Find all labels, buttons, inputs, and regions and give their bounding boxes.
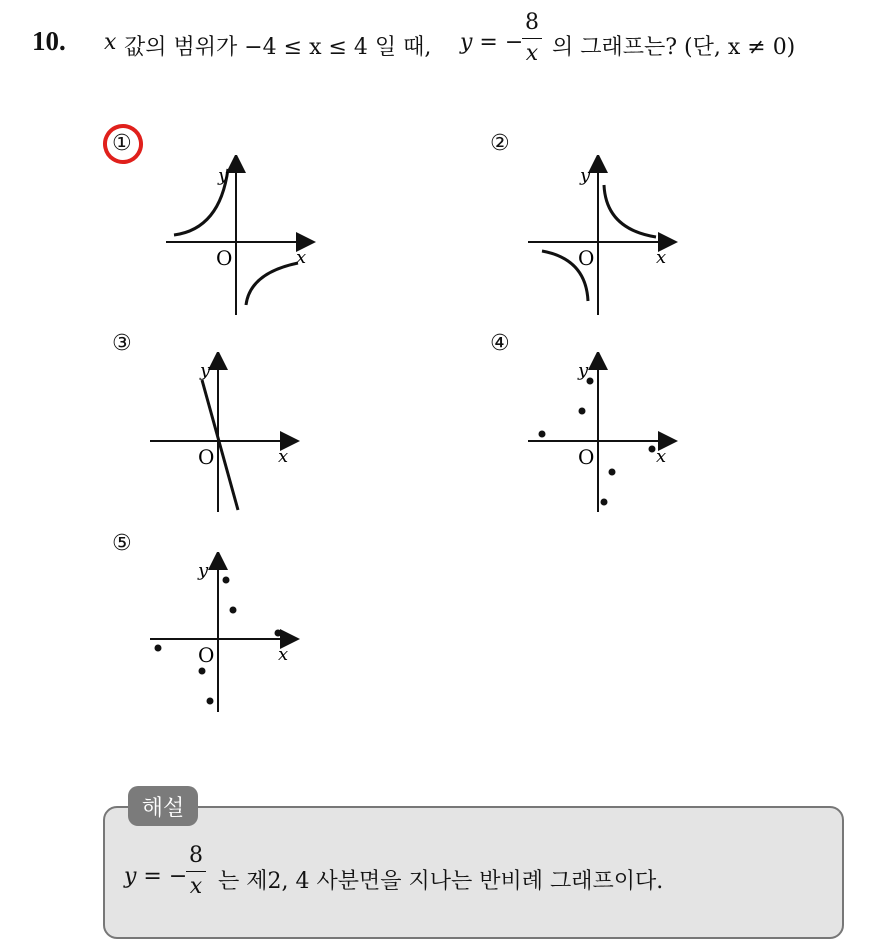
y-axis-label: y	[218, 165, 229, 186]
origin-label: O	[198, 445, 215, 469]
question-number: 10.	[32, 26, 66, 56]
choice-3-marker[interactable]: ③	[112, 331, 132, 356]
question-tail-text: 의 그래프는? (단, x ≠ 0)	[552, 35, 796, 60]
y-axis-label: y	[580, 165, 591, 186]
explanation-numerator: 8	[186, 845, 206, 872]
hyperbola-branch-lower-right	[246, 263, 298, 305]
data-point	[230, 607, 237, 614]
y-axis-label: y	[578, 360, 589, 381]
x-axis-label: x	[656, 247, 667, 268]
x-axis-label: x	[278, 446, 289, 467]
question	[32, 10, 872, 82]
choice-4-marker[interactable]: ④	[490, 331, 510, 356]
data-point	[275, 630, 282, 637]
data-point	[155, 645, 162, 652]
explanation-tag: 해설	[128, 786, 198, 826]
question-lhs: y = −	[460, 30, 524, 55]
data-point	[539, 431, 546, 438]
data-point	[601, 499, 608, 506]
data-point	[207, 698, 214, 705]
question-numerator: 8	[522, 12, 542, 39]
hyperbola-branch-upper-right	[604, 185, 656, 237]
y-axis-label: y	[200, 360, 211, 381]
choice-3-graph[interactable]	[144, 352, 304, 517]
origin-label: O	[198, 643, 215, 667]
choice-5-graph[interactable]	[144, 552, 304, 717]
data-point	[199, 668, 206, 675]
y-axis-label: y	[198, 560, 209, 581]
data-point	[579, 408, 586, 415]
question-denominator: x	[525, 41, 539, 66]
choice-2-graph[interactable]	[522, 155, 682, 320]
explanation-text: 는 제2, 4 사분면을 지나는 반비례 그래프이다.	[218, 869, 664, 894]
x-axis-label: x	[656, 446, 667, 467]
choice-1-graph[interactable]	[160, 155, 320, 320]
data-point	[609, 469, 616, 476]
data-point	[223, 577, 230, 584]
selected-answer-circle	[99, 120, 146, 167]
choice-1-marker[interactable]: ①	[112, 131, 132, 156]
choice-5-marker[interactable]: ⑤	[112, 531, 132, 556]
question-range-text: 값의 범위가 −4 ≤ x ≤ 4 일 때,	[124, 35, 432, 60]
explanation-lhs: y = −	[124, 864, 188, 889]
question-var-x: x	[104, 30, 117, 55]
origin-label: O	[216, 246, 233, 270]
explanation-fraction	[186, 845, 206, 898]
x-axis-label: x	[278, 644, 289, 665]
choice-4-graph[interactable]	[522, 352, 682, 517]
data-point	[649, 446, 656, 453]
question-fraction	[522, 12, 542, 65]
explanation-denominator: x	[189, 874, 203, 899]
x-axis-label: x	[296, 247, 307, 268]
origin-label: O	[578, 246, 595, 270]
origin-label: O	[578, 445, 595, 469]
choice-2-marker[interactable]: ②	[490, 131, 510, 156]
